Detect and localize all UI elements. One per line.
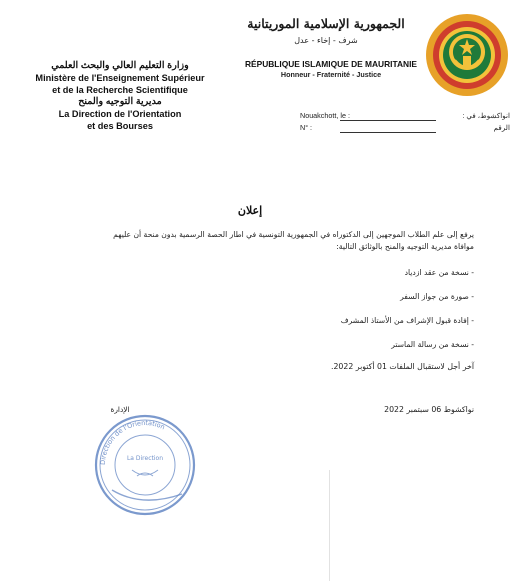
place-date-row (300, 111, 510, 123)
intro-line-2: موافاة مديرية التوجيه والمنح بالوثائق التالية: (336, 242, 474, 251)
required-document-item: - صورة من جواز السفر (400, 292, 474, 301)
number-row (300, 123, 510, 135)
ministry-french-line1: Ministère de l'Enseignement Supérieur (35, 73, 205, 83)
republic-title-french: RÉPUBLIQUE ISLAMIQUE DE MAURITANIE (244, 59, 417, 69)
deadline-text: آخر أجل لاستقبال الملفات 01 أكتوبر 2022. (330, 362, 474, 371)
stamp-center-text: La Direction (126, 455, 164, 462)
required-document-item: - نسخة من عقد ازدياد (404, 268, 474, 277)
number-label-french: N° : (300, 123, 313, 132)
ministry-french-line2: et de la Recherche Scientifique (52, 85, 188, 95)
required-document-item: - إفادة قبول الإشراف من الأستاذ المشرف (340, 316, 474, 325)
notice-intro (64, 229, 474, 253)
place-label-french: Nouakchott, le : (300, 111, 350, 120)
required-document-item: - نسخة من رسالة الماستر (391, 340, 474, 349)
notice-title: إعلان (237, 204, 263, 217)
intro-line-1: يرفع إلى علم الطلاب الموجهين إلى الدكتوراه في الجمهورية التونسية في اطار الحصة الرسمية بدون منحة أن عليهم (113, 230, 474, 239)
number-label-arabic: الرقم (493, 123, 510, 132)
ministry-block (20, 60, 220, 132)
motto-french: Honneur - Fraternité - Justice (280, 70, 382, 79)
number-underline (340, 132, 436, 133)
stamp-ring-text: Direction de l'Orientation (98, 418, 167, 466)
republic-title-arabic: الجمهورية الإسلامية الموريتانية (247, 16, 405, 31)
place-label-arabic: انواكشوط، في : (462, 111, 510, 120)
direction-french-line2: et des Bourses (87, 121, 153, 131)
page-fold (329, 470, 330, 581)
mauritania-emblem-icon (424, 12, 510, 98)
issue-date: نواكشوط 06 سبتمبر 2022 (384, 405, 474, 414)
motto-arabic: شرف - إخاء - عدل (294, 36, 358, 45)
direction-arabic: مديرية التوجيه والمنح (78, 96, 162, 107)
official-stamp-icon (92, 412, 198, 518)
direction-french-line1: La Direction de l'Orientation (58, 109, 182, 119)
ministry-arabic: وزارة التعليم العالي والبحث العلمي (51, 60, 189, 71)
place-underline (340, 120, 436, 121)
administration-signature: الإدارة (110, 405, 130, 414)
